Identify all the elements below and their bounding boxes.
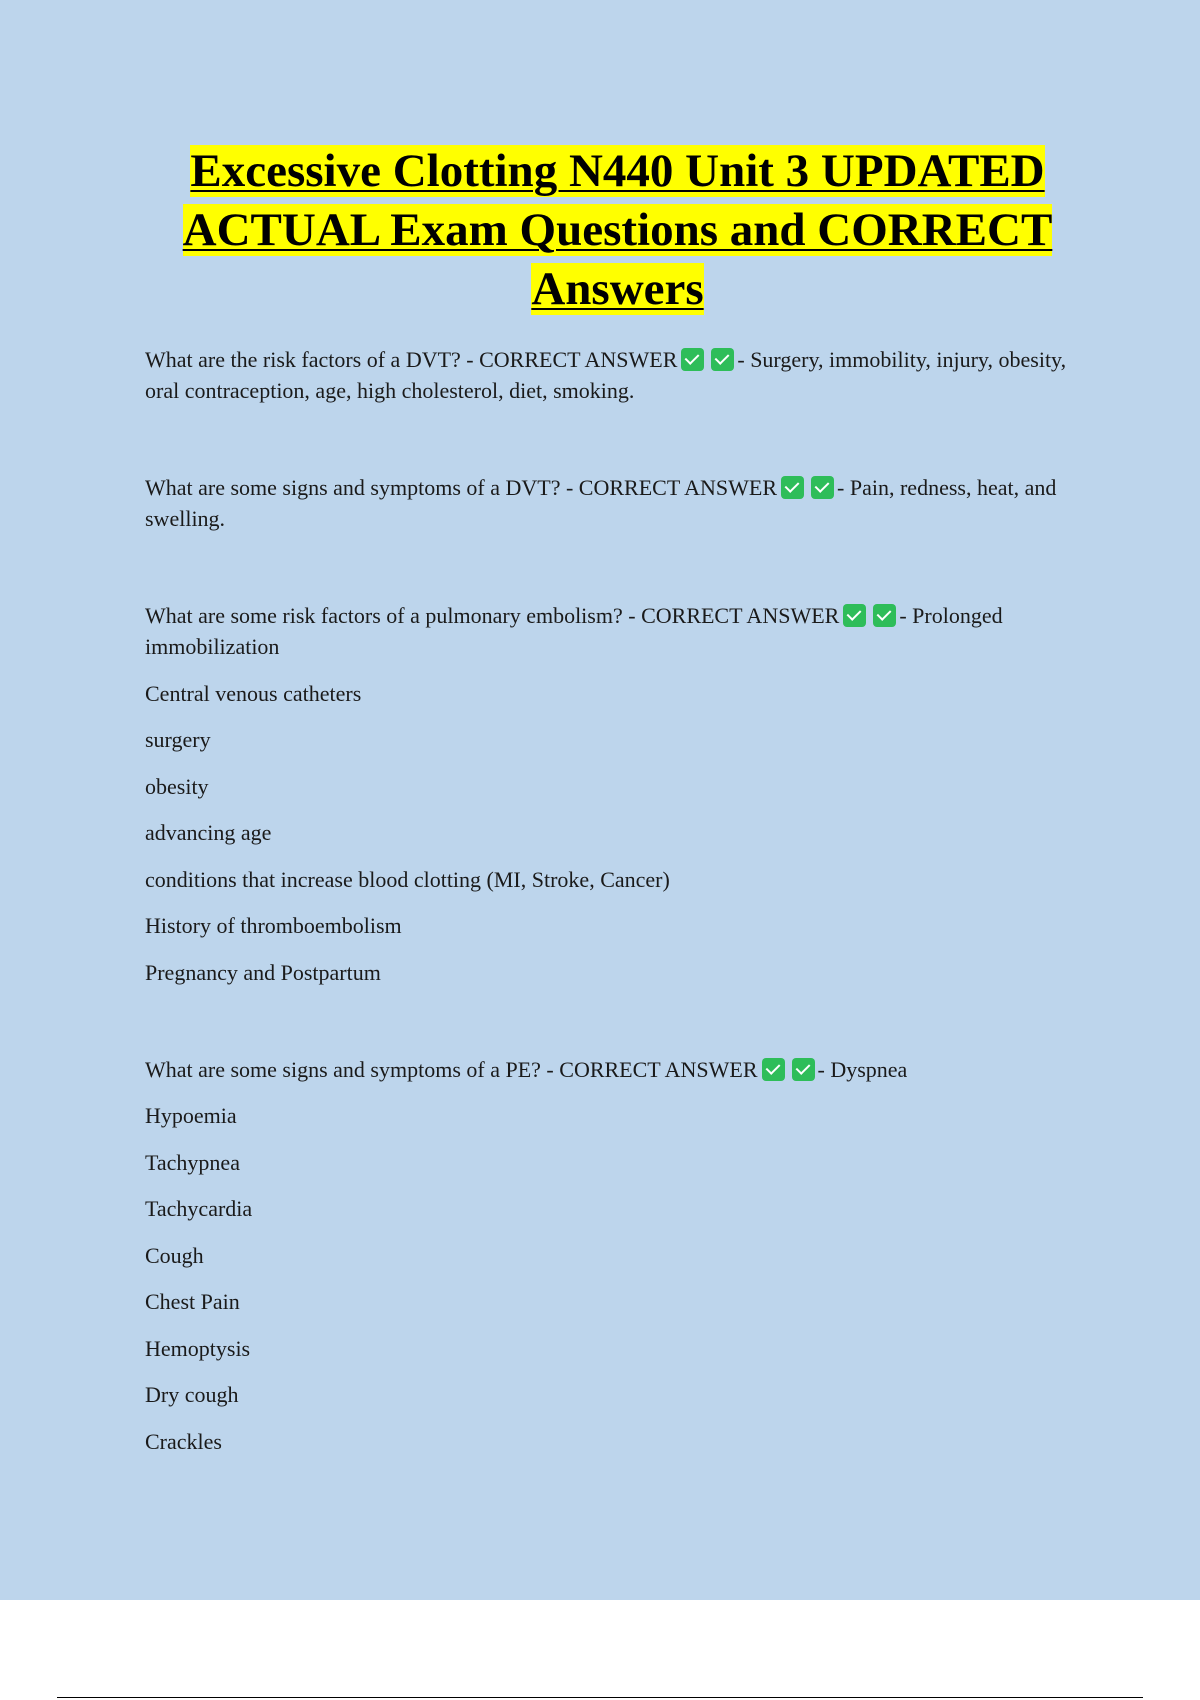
answer-list-item: advancing age (145, 820, 272, 845)
answer-marker: CORRECT ANSWER (578, 475, 778, 500)
question-text: What are some risk factors of a pulmonary embolism? - (145, 603, 642, 628)
question-text: What are the risk factors of a DVT? - (145, 347, 480, 372)
check-icon (792, 1058, 815, 1081)
footer-divider (57, 1697, 1143, 1698)
qa-line (145, 344, 1095, 406)
answer-list-item: History of thromboembolism (145, 913, 402, 938)
answer-list-item: conditions that increase blood clotting (MI, Stroke, Cancer) (145, 866, 670, 892)
check-icon (711, 348, 734, 371)
qa-item (145, 472, 1095, 534)
answer-list-item: Pregnancy and Postpartum (145, 959, 381, 985)
answer-list-item: Crackles (145, 1428, 222, 1454)
check-icon (873, 604, 896, 627)
answer-list-item: obesity (145, 773, 209, 799)
answer-list-item: Hemoptysis (145, 1335, 251, 1361)
check-icon (681, 348, 704, 371)
check-icon (781, 476, 804, 499)
qa-line (145, 472, 1095, 534)
answer-marker: CORRECT ANSWER (479, 347, 678, 372)
question-text: What are some signs and symptoms of a DVT? - (145, 475, 579, 500)
answer-list-item: Cough (145, 1242, 204, 1268)
qa-item (145, 1054, 1095, 1457)
answer-list-item: Tachycardia (145, 1196, 253, 1221)
answer-text: - Dyspnea (817, 1056, 908, 1082)
answer-list-item: Hypoemia (145, 1103, 237, 1128)
qa-item (145, 344, 1095, 406)
answer-list-item: surgery (145, 727, 211, 752)
check-icon (843, 604, 866, 627)
qa-line (145, 600, 1095, 662)
answer-marker: CORRECT ANSWER (641, 603, 840, 628)
answer-list-item: Chest Pain (145, 1289, 240, 1314)
answer-list-item: Central venous catheters (145, 680, 362, 706)
answer-marker: CORRECT ANSWER (559, 1056, 758, 1082)
answer-text: - Surgery, immobility, injury, obesity, oral contraception, age, high cholesterol, diet, smoking. (145, 347, 1067, 403)
qa-line (145, 1054, 1095, 1085)
answer-list-item: Dry cough (145, 1382, 239, 1407)
document-title-text: Excessive Clotting N440 Unit 3 UPDATED ACTUAL Exam Questions and CORRECT Answers (182, 145, 1053, 315)
check-icon (762, 1058, 785, 1081)
check-icon (811, 476, 834, 499)
answer-list-item: Tachypnea (145, 1149, 240, 1175)
answer-text: - Prolonged immobilization (145, 603, 1003, 659)
question-text: What are some signs and symptoms of a PE? - (145, 1056, 560, 1082)
qa-content (145, 344, 1095, 1523)
document-title (140, 142, 1095, 319)
answer-text: - Pain, redness, heat, and swelling. (145, 475, 1057, 531)
qa-item (145, 600, 1095, 988)
